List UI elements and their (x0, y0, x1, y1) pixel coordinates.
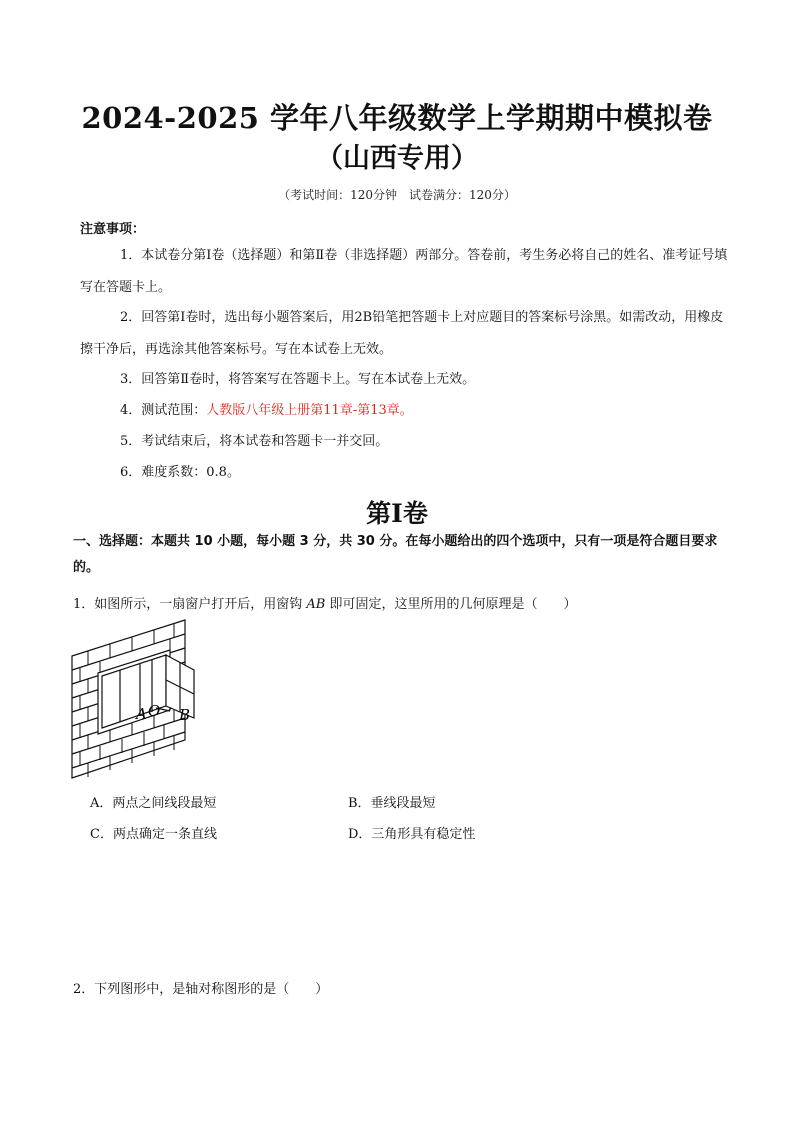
exam-info: （考试时间：120分钟 试卷满分：120分） (278, 188, 516, 202)
note-2-text-cont: 用橡皮擦干净后，再选涂其他答案标号。写在本试卷上无效。 (80, 310, 724, 357)
q1-option-a: A．两点之间线段最短 (90, 796, 217, 811)
note-1-text: 1．本试卷分第Ⅰ卷（选择题）和第Ⅱ卷（非选择题）两部分。答卷前，考生务必将自己的姓名、准 (120, 248, 676, 263)
q1-stem-var: AB (306, 597, 326, 612)
note-item-2 (80, 302, 730, 366)
page-title-line2: （山西专用） (316, 143, 478, 174)
q1-option-d: D．三角形具有稳定性 (348, 827, 476, 842)
label-b: B (179, 706, 191, 724)
label-a: A (136, 705, 147, 723)
page-title-line1: 2024-2025 学年八年级数学上学期期中模拟卷 (81, 101, 713, 135)
question-1-stem (73, 593, 577, 612)
note-4-scope: 人教版八年级上册第11章-第13章。 (206, 403, 413, 418)
note-item-5: 5．考试结束后，将本试卷和答题卡一并交回。 (120, 434, 389, 449)
q1-stem-pre: 1．如图所示，一扇窗户打开后，用窗钩 (73, 597, 307, 612)
question-2-stem: 2．下列图形中，是轴对称图形的是（ ） (73, 982, 329, 997)
section-title: 第Ⅰ卷 (366, 499, 428, 528)
note-item-3: 3．回答第Ⅱ卷时，将答案写在答题卡上。写在本试卷上无效。 (120, 372, 476, 387)
note-1-text-cont: 考证号填写在答题卡上。 (80, 248, 728, 295)
note-2-text: 2．回答第Ⅰ卷时，选出每小题答案后，用2B铅笔把答题卡上对应题目的答案标号涂黑。如需改动， (120, 310, 685, 325)
label-o: O (148, 702, 161, 720)
note-item-6: 6．难度系数：0.8。 (120, 465, 240, 480)
notes-heading: 注意事项： (80, 222, 146, 237)
note-item-1 (80, 240, 730, 304)
note-4-prefix: 4．测试范围： (120, 403, 207, 418)
q1-stem-post: 即可固定，这里所用的几何原理是（ ） (325, 597, 577, 612)
section-description: 一、选择题：本题共 10 小题，每小题 3 分，共 30 分。在每小题给出的四个选项中，只有一项是符合题目要求的。 (73, 534, 718, 575)
window-frame (98, 650, 170, 734)
q1-option-b: B．垂线段最短 (348, 796, 436, 811)
window-figure (70, 618, 200, 786)
q1-option-c: C．两点确定一条直线 (90, 827, 217, 842)
note-item-4 (80, 395, 730, 427)
